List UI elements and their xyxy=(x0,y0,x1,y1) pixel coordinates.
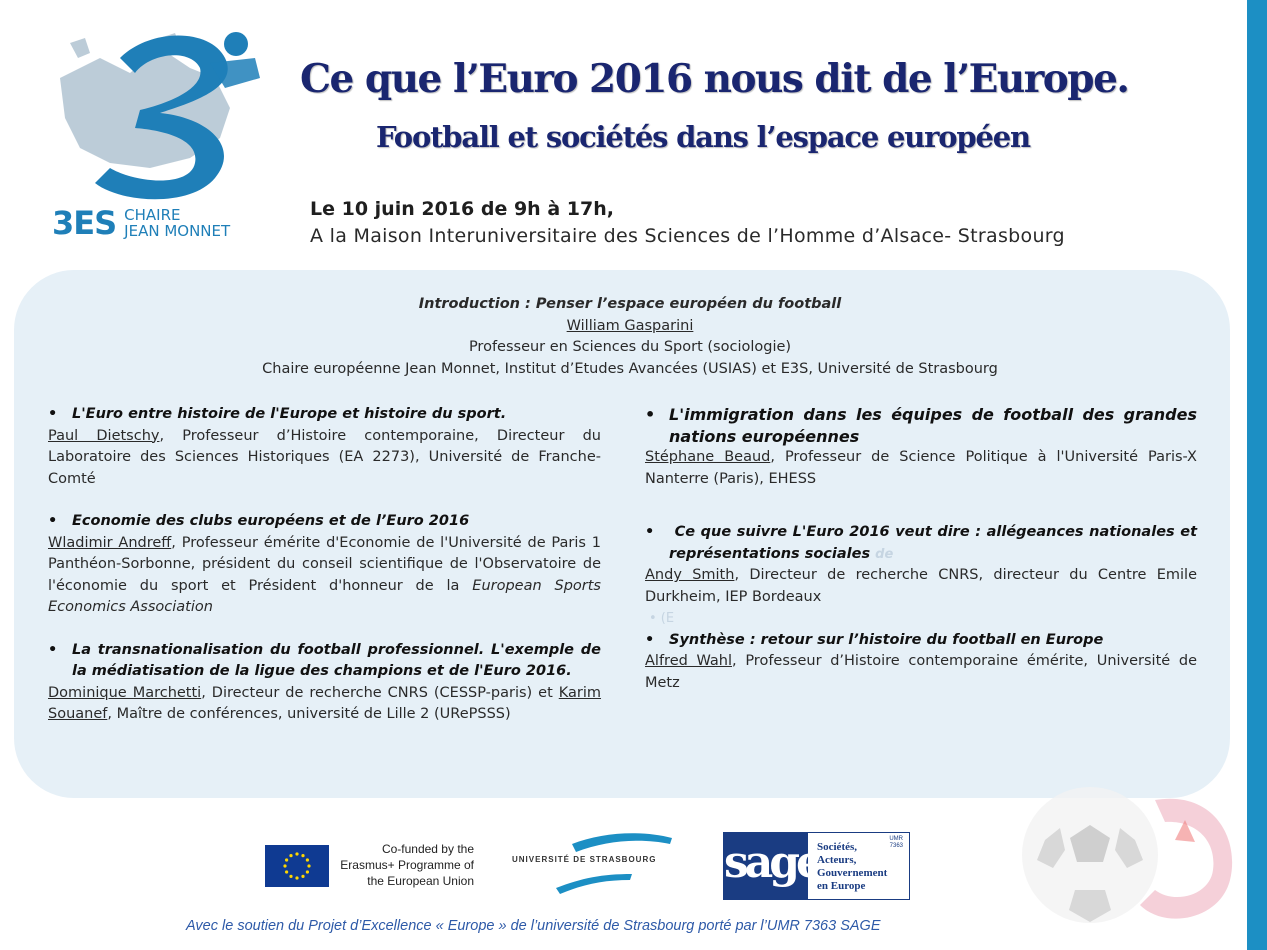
ghost-text: de xyxy=(875,546,894,562)
program-item xyxy=(645,522,1197,608)
program-item-desc: , Directeur de recherche CNRS (CESSP-paris) et xyxy=(201,684,559,701)
bullet: • xyxy=(645,631,655,648)
program-item-desc: , Professeur d’Histoire contemporaine émérite, Université de Metz xyxy=(645,653,1198,691)
program-item-desc: , Professeur émérite d'Economie de l'Université de Paris 1 Panthéon-Sorbonne, président du conseil scientifique de l'Observatoire de l'économie du sport et Président d'honneur de la xyxy=(48,534,601,594)
logo-acronym: 3ES xyxy=(52,204,117,242)
program-item-title: L'Euro entre histoire de l'Europe et histoire du sport. xyxy=(72,406,507,422)
bullet: • xyxy=(645,524,655,540)
sage-caption-line: en Europe xyxy=(817,880,866,892)
intro-title: Introduction : Penser l’espace européen du football xyxy=(418,296,842,312)
program-item-speaker: Dominique Marchetti xyxy=(48,684,202,701)
program-right-column xyxy=(645,404,1197,694)
sage-caption-line: Gouvernement xyxy=(817,867,888,879)
logo-text xyxy=(52,204,230,242)
sage-caption-line: Sociétés, xyxy=(817,841,858,853)
program-left-column xyxy=(48,404,601,726)
page-title: Ce que l’Euro 2016 nous dit de l’Europe. xyxy=(300,56,1129,102)
intro-speaker: William Gasparini xyxy=(566,317,694,334)
football-decoration-icon xyxy=(1015,780,1245,930)
event-venue: A la Maison Interuniversitaire des Sciences de l’Homme d’Alsace- Strasbourg xyxy=(310,225,1065,247)
program-item xyxy=(48,640,601,726)
program-item-speaker: Stéphane Beaud xyxy=(645,449,771,465)
program-item-title: Ce que suivre L'Euro 2016 veut dire : allégeances nationales et représentations sociales xyxy=(669,524,1197,562)
eu-flag-icon xyxy=(265,845,329,887)
sage-umr-line: UMR xyxy=(889,836,903,842)
program-item-speaker: Wladimir Andreff xyxy=(48,534,172,551)
program-item-desc-italic: European Sports Economics Association xyxy=(48,577,601,615)
ghost-line: • (E xyxy=(649,611,675,626)
program-item-title: La transnationalisation du football professionnel. L'exemple de la médiatisation de la ligue des champions et de l'Euro 2016. xyxy=(72,641,601,679)
program-item-speaker-2: Karim Souanef xyxy=(48,684,602,722)
program-item-speaker: Alfred Wahl xyxy=(645,653,733,669)
sage-logo xyxy=(723,832,910,900)
program-item-title: L'immigration dans les équipes de football des grandes nations européennes xyxy=(669,405,1197,446)
intro-role: Professeur en Sciences du Sport (sociologie) xyxy=(468,339,792,355)
program-item xyxy=(48,511,601,619)
intro-block xyxy=(130,294,1130,380)
program-item xyxy=(645,404,1197,490)
bullet: • xyxy=(645,405,656,424)
program-item-desc: , Directeur de recherche CNRS, directeur du Centre Emile Durkheim, IEP Bordeaux xyxy=(645,567,1197,605)
footer-support-text: Avec le soutien du Projet d’Excellence « Europe » de l’université de Strasbourg porté par l’UMR 7363 SAGE xyxy=(186,918,881,934)
bullet: • xyxy=(48,406,58,422)
logo-caption xyxy=(124,207,230,239)
program-item-desc: , Professeur de Science Politique à l'Université Paris-X Nanterre (Paris), EHESS xyxy=(645,449,1197,487)
sage-wordmark: sage xyxy=(724,833,808,899)
program-item-desc-2: , Maître de conférences, université de Lille 2 (URePSSS) xyxy=(107,706,511,722)
program-item-speaker: Andy Smith xyxy=(645,567,735,583)
intro-affiliation: Chaire européenne Jean Monnet, Institut d’Etudes Avancées (USIAS) et E3S, Université de Strasbourg xyxy=(262,360,998,377)
right-accent-bar xyxy=(1247,0,1267,950)
logo-caption-line2: JEAN MONNET xyxy=(124,222,231,240)
sage-caption xyxy=(817,841,887,893)
sage-umr xyxy=(889,836,903,850)
bullet: • xyxy=(48,513,58,529)
page-subtitle: Football et sociétés dans l’espace européen xyxy=(376,120,1030,154)
event-date: Le 10 juin 2016 de 9h à 17h, xyxy=(310,198,614,220)
sage-caption-line: Acteurs, xyxy=(817,854,857,866)
universite-strasbourg-text: UNIVERSITÉ DE STRASBOURG xyxy=(512,855,657,864)
program-item-title: Economie des clubs européens et de l’Euro 2016 xyxy=(72,513,470,529)
program-item xyxy=(645,630,1197,695)
eu-cofunded-text: Co-funded by the Erasmus+ Programme of the European Union xyxy=(340,842,474,888)
program-item-title: Synthèse : retour sur l’histoire du football en Europe xyxy=(669,631,1104,648)
program-item-speaker: Paul Dietschy xyxy=(48,427,160,444)
program-item xyxy=(48,404,601,490)
program-item-desc: , Professeur d’Histoire contemporaine, Directeur du Laboratoire des Sciences Historiques (EA 2273), Université de Franche-Comté xyxy=(48,427,601,487)
logo-caption-line1: CHAIRE xyxy=(124,206,181,224)
sage-umr-line: 7363 xyxy=(889,843,903,849)
bullet: • xyxy=(48,641,58,658)
